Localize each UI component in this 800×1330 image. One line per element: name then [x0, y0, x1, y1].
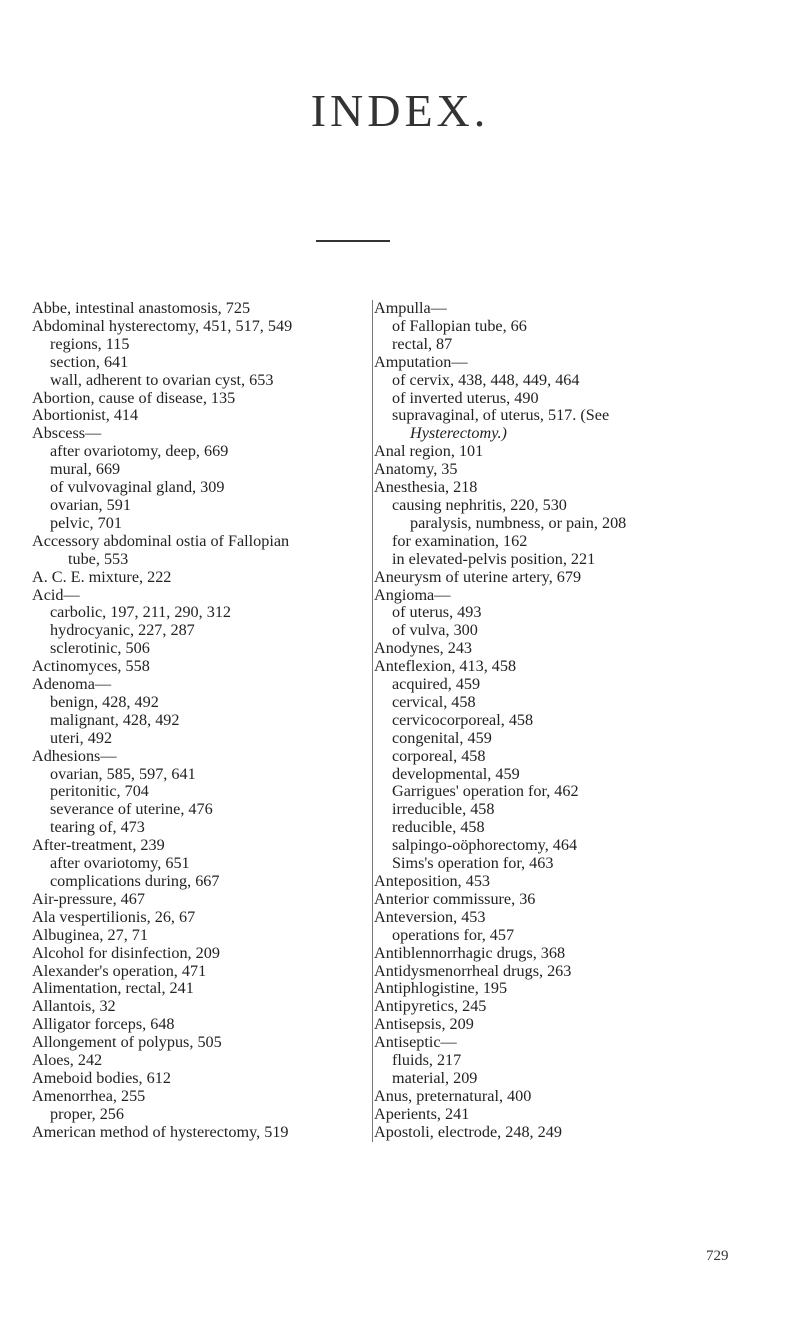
index-entry: in elevated-pelvis position, 221	[392, 549, 596, 568]
index-entry: Ala vespertilionis, 26, 67	[32, 907, 196, 926]
index-entry: Alimentation, rectal, 241	[32, 979, 194, 998]
index-entry: cervical, 458	[392, 692, 476, 711]
index-entry: Anodynes, 243	[374, 639, 473, 658]
index-entry: Antipyretics, 245	[374, 997, 487, 1016]
index-entry: Antiseptic—	[374, 1033, 457, 1052]
index-entry: hydrocyanic, 227, 287	[50, 621, 195, 640]
index-entry: uteri, 492	[50, 728, 113, 747]
index-entry: Air-pressure, 467	[32, 889, 145, 908]
index-entry: Anteflexion, 413, 458	[374, 657, 517, 676]
index-entry: after ovariotomy, 651	[50, 854, 190, 873]
index-entry: Antisepsis, 209	[374, 1015, 474, 1034]
index-entry: regions, 115	[50, 334, 130, 353]
index-entry: Antidysmenorrheal drugs, 263	[374, 961, 572, 980]
index-entry: paralysis, numbness, or pain, 208	[410, 513, 627, 532]
index-entry: for examination, 162	[392, 531, 528, 550]
index-entry: of vulva, 300	[392, 621, 478, 640]
index-entry: Allongement of polypus, 505	[32, 1033, 222, 1052]
index-entry: Adhesions—	[32, 746, 117, 765]
index-entry: developmental, 459	[392, 764, 520, 783]
index-entry: Abortion, cause of disease, 135	[32, 388, 236, 407]
index-entry: Actinomyces, 558	[32, 657, 150, 676]
title-rule	[316, 240, 390, 242]
index-entry: Anteposition, 453	[374, 872, 491, 890]
index-entry: cervicocorporeal, 458	[392, 710, 534, 729]
index-entry: Anal region, 101	[374, 442, 484, 461]
left-index-column	[32, 300, 382, 1142]
index-entry: Abscess—	[32, 424, 102, 443]
index-entry: Antiblennorrhagic drugs, 368	[374, 943, 566, 962]
index-entry: causing nephritis, 220, 530	[392, 495, 567, 514]
index-entry: Albuginea, 27, 71	[32, 925, 148, 944]
index-entry: After-treatment, 239	[32, 836, 165, 855]
index-entry: supravaginal, of uterus, 517. (See	[392, 406, 610, 425]
index-entry: sclerotinic, 506	[50, 639, 150, 658]
index-entry: A. C. E. mixture, 222	[32, 567, 172, 586]
index-entry: irreducible, 458	[392, 800, 495, 819]
index-entry: Abbe, intestinal anastomosis, 725	[32, 299, 251, 317]
index-entry: Aperients, 241	[374, 1104, 470, 1123]
right-index-column	[372, 300, 774, 1142]
index-entry: congenital, 459	[392, 728, 492, 747]
index-entry: Antiphlogistine, 195	[374, 979, 508, 998]
index-entry: Allantois, 32	[32, 997, 116, 1016]
index-entry: after ovariotomy, deep, 669	[50, 442, 229, 461]
index-entry: of Fallopian tube, 66	[392, 316, 527, 335]
index-entry: Aloes, 242	[32, 1051, 103, 1070]
index-entry: of vulvovaginal gland, 309	[50, 478, 225, 497]
index-entry: Anatomy, 35	[374, 460, 458, 479]
page-number: 729	[706, 1248, 729, 1264]
index-entry: Anesthesia, 218	[374, 478, 478, 497]
index-entry: Amenorrhea, 255	[32, 1086, 146, 1105]
index-entry: Abdominal hysterectomy, 451, 517, 549	[32, 316, 293, 335]
index-entry: acquired, 459	[392, 675, 481, 694]
index-entry: of uterus, 493	[392, 603, 482, 622]
index-entry: Abortionist, 414	[32, 406, 139, 425]
index-entry: Sims's operation for, 463	[392, 854, 554, 873]
page-title: INDEX.	[310, 85, 490, 136]
index-entry: Acid—	[32, 585, 80, 604]
index-entry: wall, adherent to ovarian cyst, 653	[50, 370, 274, 389]
index-entry: proper, 256	[50, 1104, 124, 1123]
index-entry: section, 641	[50, 352, 129, 371]
index-entry: carbolic, 197, 211, 290, 312	[50, 603, 232, 622]
index-entry: Alligator forceps, 648	[32, 1015, 175, 1034]
index-entry: fluids, 217	[392, 1051, 462, 1070]
index-entry: Apostoli, electrode, 248, 249	[374, 1122, 562, 1141]
index-entry: pelvic, 701	[50, 513, 122, 532]
index-entry: tearing of, 473	[50, 818, 145, 837]
index-entry: Hysterectomy.)	[410, 424, 507, 443]
index-entry: Anus, preternatural, 400	[374, 1086, 532, 1105]
index-entry: complications during, 667	[50, 872, 220, 890]
index-entry: Aneurysm of uterine artery, 679	[374, 567, 582, 586]
index-entry: benign, 428, 492	[50, 692, 159, 711]
index-entry: Angioma—	[374, 585, 451, 604]
index-entry: Garrigues' operation for, 462	[392, 782, 579, 801]
index-entry: Anteversion, 453	[374, 907, 486, 926]
index-entry: operations for, 457	[392, 925, 515, 944]
index-entry: Ameboid bodies, 612	[32, 1068, 171, 1087]
index-entry: of cervix, 438, 448, 449, 464	[392, 370, 580, 389]
index-entry: American method of hysterectomy, 519	[32, 1122, 289, 1141]
index-entry: ovarian, 591	[50, 495, 131, 514]
index-entry: mural, 669	[50, 460, 121, 479]
index-entry: tube, 553	[68, 549, 129, 568]
index-entry: rectal, 87	[392, 334, 453, 353]
index-entry: material, 209	[392, 1068, 478, 1087]
index-entry: peritonitic, 704	[50, 782, 149, 801]
index-entry: Alcohol for disinfection, 209	[32, 943, 220, 962]
index-entry: ovarian, 585, 597, 641	[50, 764, 196, 783]
index-entry: Ampulla—	[374, 299, 447, 317]
index-entry: Anterior commissure, 36	[374, 889, 536, 908]
index-entry: salpingo-oöphorectomy, 464	[392, 836, 578, 855]
index-entry: Amputation—	[374, 352, 468, 371]
index-entry: reducible, 458	[392, 818, 485, 837]
index-entry: malignant, 428, 492	[50, 710, 180, 729]
index-entry: Alexander's operation, 471	[32, 961, 207, 980]
index-entry: Accessory abdominal ostia of Fallopian	[32, 531, 290, 550]
index-entry: of inverted uterus, 490	[392, 388, 539, 407]
index-entry: severance of uterine, 476	[50, 800, 213, 819]
index-entry: Adenoma—	[32, 675, 112, 694]
index-entry: corporeal, 458	[392, 746, 486, 765]
